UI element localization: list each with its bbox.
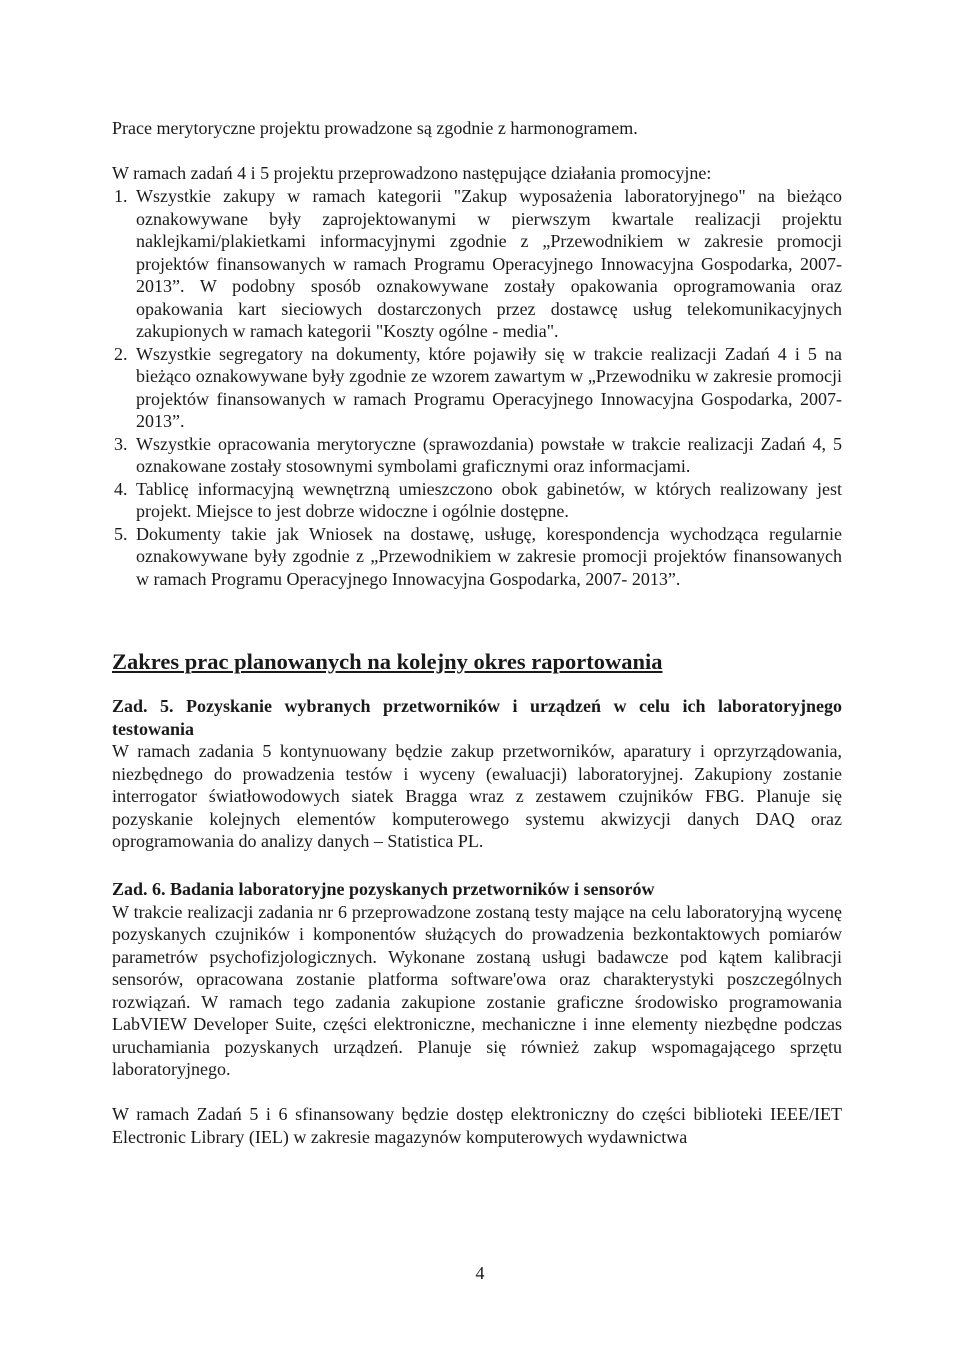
zad5-body: W ramach zadania 5 kontynuowany będzie zakup przetworników, aparatury i oprzyrządowania, niezbędnego do prowadzenia testów i wyceny (ewaluacji) laboratoryjnej. Zakupiony zostanie interrogator światłowodowych siatek Bragga wraz z zestawem czujników FBG. Planuje się pozyskanie kolejnych elementów komputerowego systemu akwizycji danych DAQ oraz oprogramowania do analizy danych – Statistica PL. xyxy=(112,741,842,851)
list-item-text: Dokumenty takie jak Wniosek na dostawę, usługę, korespondencja wychodząca regularnie oznakowywane były zgodnie z „Przewodnikiem w zakresie promocji projektów finansowanych w ramach Programu Operacyjnego Innowacyjna Gospodarka, 2007- 2013”. xyxy=(136,523,842,589)
list-item xyxy=(112,478,842,523)
list-item xyxy=(112,523,842,591)
list-item-number: 1. xyxy=(114,186,128,206)
zad5-block xyxy=(112,695,842,853)
list-item xyxy=(112,343,842,433)
list-item-text: Wszystkie zakupy w ramach kategorii "Zakup wyposażenia laboratoryjnego" na bieżąco oznakowywane były zaprojektowanymi w pierwszym kwartale realizacji projektu naklejkami/plakietkami informacyjnymi zgodnie z „Przewodnikiem w zakresie promocji projektów finansowanych w ramach Programu Operacyjnego Innowacyjna Gospodarka, 2007- 2013”. W podobny sposób oznakowywane zostały opakowania oprogramowania oraz opakowania kart sieciowych dostarczonych przez dostawcę usług telekomunikacyjnych zakupionych w ramach kategorii "Koszty ogólne - media". xyxy=(136,186,842,341)
list-item xyxy=(112,185,842,343)
intro-paragraph-2: W ramach zadań 4 i 5 projektu przeprowadzono następujące działania promocyjne: xyxy=(112,163,712,183)
zad6-body: W trakcie realizacji zadania nr 6 przeprowadzone zostaną testy mające na celu laboratoryjną wycenę pozyskanych czujników i komponentów służących do prowadzenia bezkontaktowych pomiarów parametrów psychofizjologicznych. Wykonane zostaną usługi badawcze pod kątem kalibracji sensorów, opracowana zostanie platforma software'owa oraz charakterystyki poszczególnych rozwiązań. W ramach tego zadania zakupione zostanie graficzne środowisko programowania LabVIEW Developer Suite, części elektroniczne, mechaniczne i inne elementy niezbędne podczas uruchamiania pozyskanych urządzeń. Planuje się również zakup wspomagającego sprzętu laboratoryjnego. xyxy=(112,901,842,1079)
closing-paragraph: W ramach Zadań 5 i 6 sfinansowany będzie dostęp elektroniczny do części biblioteki IEEE/IET Electronic Library (IEL) w zakresie magazynów komputerowych wydawnictwa xyxy=(112,1104,842,1147)
list-item-text: Wszystkie opracowania merytoryczne (sprawozdania) powstałe w trakcie realizacji Zadań 4, 5 oznakowane zostały stosownymi symbolami graficznymi oraz informacjami. xyxy=(136,433,842,476)
list-item-number: 4. xyxy=(114,478,128,499)
list-item xyxy=(112,433,842,478)
section-heading: Zakres prac planowanych na kolejny okres raportowania xyxy=(112,649,663,674)
zad5-title: Zad. 5. Pozyskanie wybranych przetworników i urządzeń w celu ich laboratoryjnego testowania xyxy=(112,696,842,739)
list-item-number: 2. xyxy=(114,343,128,364)
intro-paragraph-1: Prace merytoryczne projektu prowadzone są zgodnie z harmonogramem. xyxy=(112,118,638,138)
page-number: 4 xyxy=(475,1263,485,1283)
list-item-number: 3. xyxy=(114,433,128,454)
list-item-number: 5. xyxy=(114,523,128,544)
zad6-title: Zad. 6. Badania laboratoryjne pozyskanych przetworników i sensorów xyxy=(112,879,655,899)
list-item-text: Tablicę informacyjną wewnętrzną umieszczono obok gabinetów, w których realizowany jest projekt. Miejsce to jest dobrze widoczne i ogólnie dostępne. xyxy=(136,478,842,521)
promotion-actions-list xyxy=(112,185,842,590)
zad6-block xyxy=(112,878,842,1081)
list-item-text: Wszystkie segregatory na dokumenty, które pojawiły się w trakcie realizacji Zadań 4 i 5 na bieżąco oznakowywane były zgodnie ze wzorem zawartym w „Przewodniku w zakresie promocji projektów finansowanych w ramach Programu Operacyjnego Innowacyjna Gospodarka, 2007- 2013”. xyxy=(136,343,842,431)
